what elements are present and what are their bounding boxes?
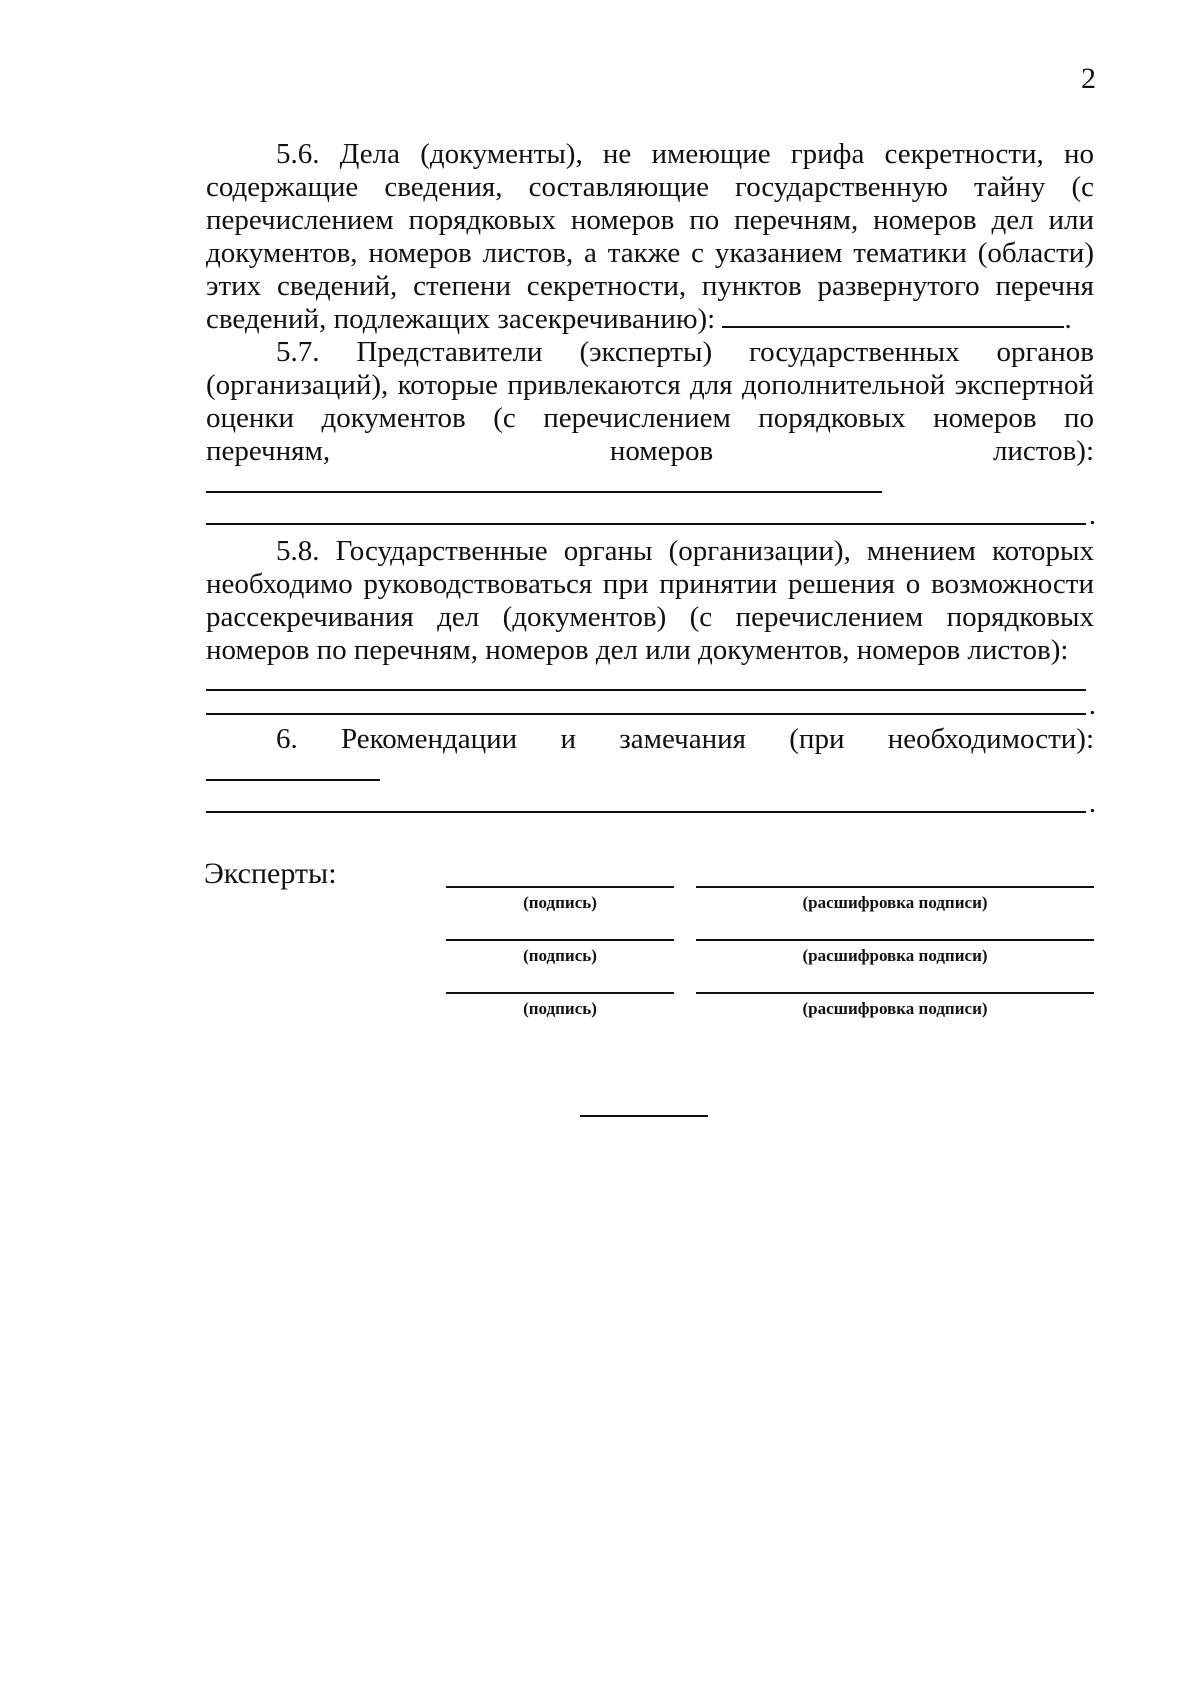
section-5-6-text: 5.6. Дела (документы), не имеющие грифа секретности, но содержащие сведения, составляющие государственную тайну (с перечислением порядковых номеров по перечням, номеров дел или документов, номеров листов, а также с указанием тематики (области) этих сведений, степени секретности, пунктов развернутого перечня сведений, подлежащих засекречиванию): xyxy=(206,138,1094,335)
signature-decode-caption-2: (расшифровка подписи) xyxy=(802,946,988,965)
page-number: 2 xyxy=(1081,62,1096,95)
section-5-7-blank-line[interactable] xyxy=(206,499,1096,531)
signature-decode-line-1[interactable] xyxy=(696,886,1094,888)
signature-caption-3: (подпись) xyxy=(523,999,597,1018)
section-5-8-blank-line-2[interactable] xyxy=(206,689,1096,721)
footer-separator-line xyxy=(580,1115,708,1117)
section-5-8 xyxy=(206,535,1094,667)
section-6-blank-line[interactable] xyxy=(206,787,1096,819)
section-6-text: 6. Рекомендации и замечания (при необходимости): xyxy=(276,723,1094,755)
section-5-8-text: 5.8. Государственные органы (организации), мнением которых необходимо руководствоваться при принятии решения о возможности рассекречивания дел (документов) (с перечислением порядковых номеров по перечням, номеров дел или документов, номеров листов): xyxy=(206,535,1094,666)
signature-row-1 xyxy=(446,886,1096,926)
section-5-7-blank-inline[interactable] xyxy=(206,469,882,493)
signature-line-1[interactable] xyxy=(446,886,674,888)
signature-decode-caption-3: (расшифровка подписи) xyxy=(802,999,988,1018)
section-5-8-blank-line-1[interactable] xyxy=(206,667,1086,691)
section-6 xyxy=(206,723,1094,789)
signature-decode-caption-1: (расшифровка подписи) xyxy=(802,893,988,912)
signature-decode-line-3[interactable] xyxy=(696,992,1094,994)
signature-row-3 xyxy=(446,992,1096,1032)
signature-line-2[interactable] xyxy=(446,939,674,941)
signature-row-2 xyxy=(446,939,1096,979)
section-5-7-period: . xyxy=(1088,499,1096,531)
section-5-6-period: . xyxy=(1064,303,1072,335)
signature-line-3[interactable] xyxy=(446,992,674,994)
section-5-7 xyxy=(206,336,1094,501)
section-5-8-period: . xyxy=(1088,689,1096,721)
signature-caption-2: (подпись) xyxy=(523,946,597,965)
section-5-6-blank[interactable] xyxy=(722,304,1064,328)
signature-caption-1: (подпись) xyxy=(523,893,597,912)
signature-decode-line-2[interactable] xyxy=(696,939,1094,941)
experts-label: Эксперты: xyxy=(204,857,337,890)
document-body xyxy=(206,138,1096,819)
section-5-7-text: 5.7. Представители (эксперты) государственных органов (организаций), которые привлекаются для дополнительной экспертной оценки документов (с перечислением порядковых номеров по перечням, номеров листов): xyxy=(206,336,1094,467)
section-6-blank-inline[interactable] xyxy=(206,757,380,781)
section-6-period: . xyxy=(1088,787,1096,819)
section-5-6 xyxy=(206,138,1094,336)
